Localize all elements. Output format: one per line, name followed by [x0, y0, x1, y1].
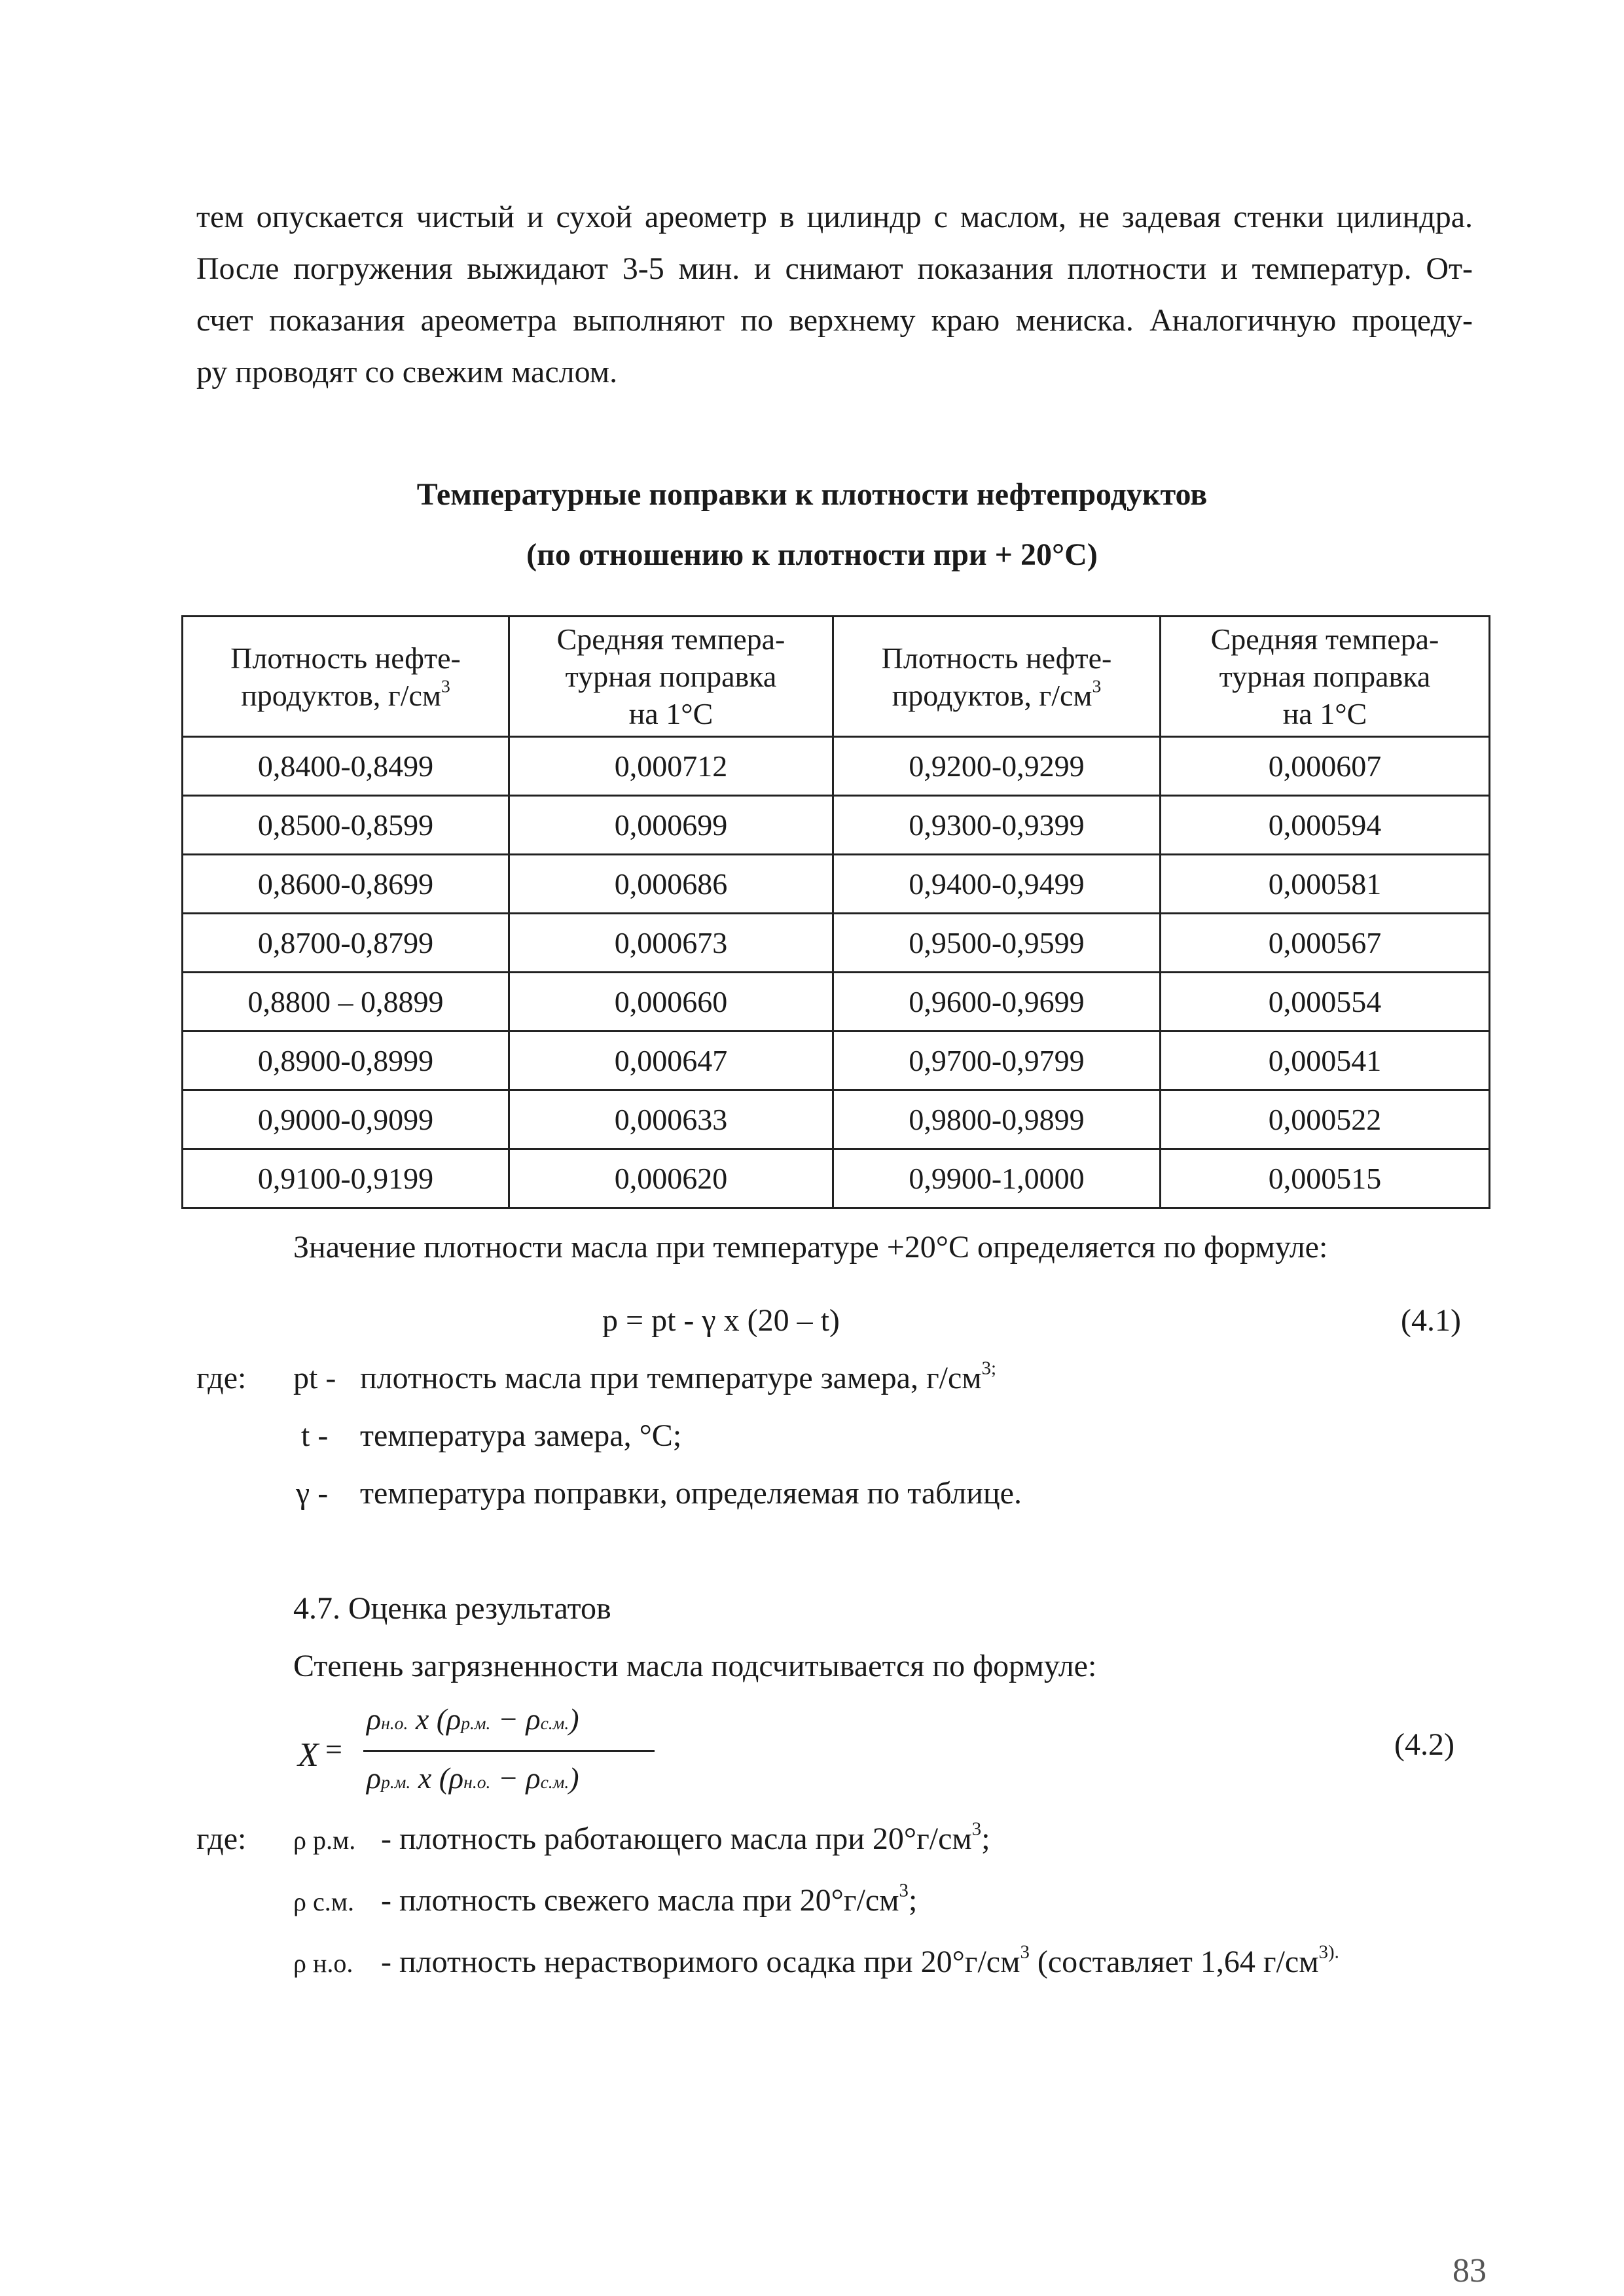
intro-paragraph — [196, 191, 1473, 398]
def-text: - плотность работающего масла при $20^\circ г/см^3$; — [381, 1818, 990, 1856]
table-cell: 0,8700-0,8799 — [183, 914, 509, 973]
table-cell: 0,000541 — [1161, 1031, 1490, 1090]
table-cell: 0,000673 — [509, 914, 833, 973]
table-cell: 0,000522 — [1161, 1090, 1490, 1149]
def-symbol: γ - — [296, 1476, 329, 1511]
def-text: температура замера, °С; — [360, 1418, 682, 1453]
formula-4-2 — [298, 1702, 691, 1813]
def-text: - плотность свежего масла при $20^\circ г/см^3$; — [381, 1880, 918, 1918]
table-row — [183, 855, 1490, 914]
table-cell: 0,9600-0,9699 — [833, 973, 1161, 1031]
header-correction-1: Средняя темпера- турная поправка на 1°С — [509, 617, 833, 737]
formula-x-symbol: X — [298, 1736, 319, 1774]
where-label-2: где: — [196, 1821, 247, 1856]
page-number: 83 — [1453, 2252, 1487, 2289]
def-symbol: ρ р.м. — [293, 1825, 356, 1855]
def-symbol: pt - — [293, 1361, 336, 1395]
formula1-intro: Значение плотности масла при температуре +20°С определяется по формуле: — [293, 1230, 1328, 1265]
def-text: - плотность нерастворимого осадка при $20^\circ г/см^3$ (составляет 1,64 $г/см^{3).}$ — [381, 1941, 1339, 1979]
formula-numerator: ρн.о. x (ρр.м. − ρс.м.) — [367, 1702, 579, 1736]
table-cell: 0,000620 — [509, 1149, 833, 1208]
table-cell: 0,000633 — [509, 1090, 833, 1149]
intro-line: тем опускается чистый и сухой ареометр в цилиндр с маслом, не задевая стенки цилиндра. — [196, 200, 1473, 234]
table-cell: 0,8900-0,8999 — [183, 1031, 509, 1090]
def-text: плотность масла при температуре замера, $г/см^{3;}$ — [360, 1357, 997, 1395]
table-row — [183, 737, 1490, 796]
intro-line: После погружения выжидают 3-5 мин. и снимают показания плотности и температур. От- — [196, 251, 1473, 286]
table-cell: 0,000515 — [1161, 1149, 1490, 1208]
formula-4-1: p = pt - γ x (20 – t) — [602, 1303, 840, 1338]
table-row — [183, 914, 1490, 973]
density-correction-table — [181, 615, 1490, 1209]
table-cell: 0,9000-0,9099 — [183, 1090, 509, 1149]
header-correction-2: Средняя темпера- турная поправка на 1°С — [1161, 617, 1490, 737]
table-row — [183, 1090, 1490, 1149]
def-text: температура поправки, определяемая по таблице. — [360, 1476, 1022, 1511]
table-cell: 0,8400-0,8499 — [183, 737, 509, 796]
table-cell: 0,9300-0,9399 — [833, 796, 1161, 855]
table-row — [183, 1149, 1490, 1208]
table-cell: 0,000686 — [509, 855, 833, 914]
table-title: Температурные поправки к плотности нефтепродуктов — [416, 477, 1208, 512]
table-cell: 0,000660 — [509, 973, 833, 1031]
formula-4-2-number: (4.2) — [1394, 1727, 1454, 1762]
table-cell: 0,9500-0,9599 — [833, 914, 1161, 973]
table-cell: 0,000554 — [1161, 973, 1490, 1031]
table-row — [183, 973, 1490, 1031]
table-cell: 0,9900-1,0000 — [833, 1149, 1161, 1208]
table-row — [183, 1031, 1490, 1090]
def-symbol: ρ н.о. — [293, 1948, 353, 1978]
table-cell: 0,8500-0,8599 — [183, 796, 509, 855]
table-cell: 0,9100-0,9199 — [183, 1149, 509, 1208]
table-cell: 0,000699 — [509, 796, 833, 855]
table-cell: 0,8600-0,8699 — [183, 855, 509, 914]
table-cell: 0,000712 — [509, 737, 833, 796]
formula2-intro: Степень загрязненности масла подсчитывается по формуле: — [293, 1649, 1097, 1683]
table-cell: 0,9700-0,9799 — [833, 1031, 1161, 1090]
def-symbol: t - — [301, 1418, 329, 1453]
table-cell: 0,9800-0,9899 — [833, 1090, 1161, 1149]
intro-line: счет показания ареометра выполняют по верхнему краю мениска. Аналогичную процеду- — [196, 303, 1473, 338]
intro-line: ру проводят со свежим маслом. — [196, 355, 618, 389]
def-symbol: ρ с.м. — [293, 1887, 355, 1916]
section-heading: 4.7. Оценка результатов — [293, 1591, 611, 1626]
formula-equals: = — [325, 1732, 342, 1766]
table-cell: 0,000594 — [1161, 796, 1490, 855]
header-density-2: Плотность нефте- продуктов, $г/см^3$ — [833, 617, 1161, 737]
table-cell: 0,000581 — [1161, 855, 1490, 914]
formula-4-1-number: (4.1) — [1401, 1303, 1461, 1338]
table-cell: 0,000567 — [1161, 914, 1490, 973]
table-subtitle: (по отношению к плотности при + 20°С) — [526, 537, 1098, 572]
where-label: где: — [196, 1361, 247, 1395]
table-cell: 0,000607 — [1161, 737, 1490, 796]
table-row — [183, 796, 1490, 855]
table-cell: 0,9200-0,9299 — [833, 737, 1161, 796]
table-header-row — [183, 617, 1490, 737]
table-cell: 0,8800 – 0,8899 — [183, 973, 509, 1031]
fraction-bar — [363, 1750, 655, 1752]
formula-denominator: ρр.м. x (ρн.о. − ρс.м.) — [367, 1761, 579, 1795]
table-cell: 0,000647 — [509, 1031, 833, 1090]
header-density-1: Плотность нефте- продуктов, $г/см^3$ — [183, 617, 509, 737]
table-cell: 0,9400-0,9499 — [833, 855, 1161, 914]
